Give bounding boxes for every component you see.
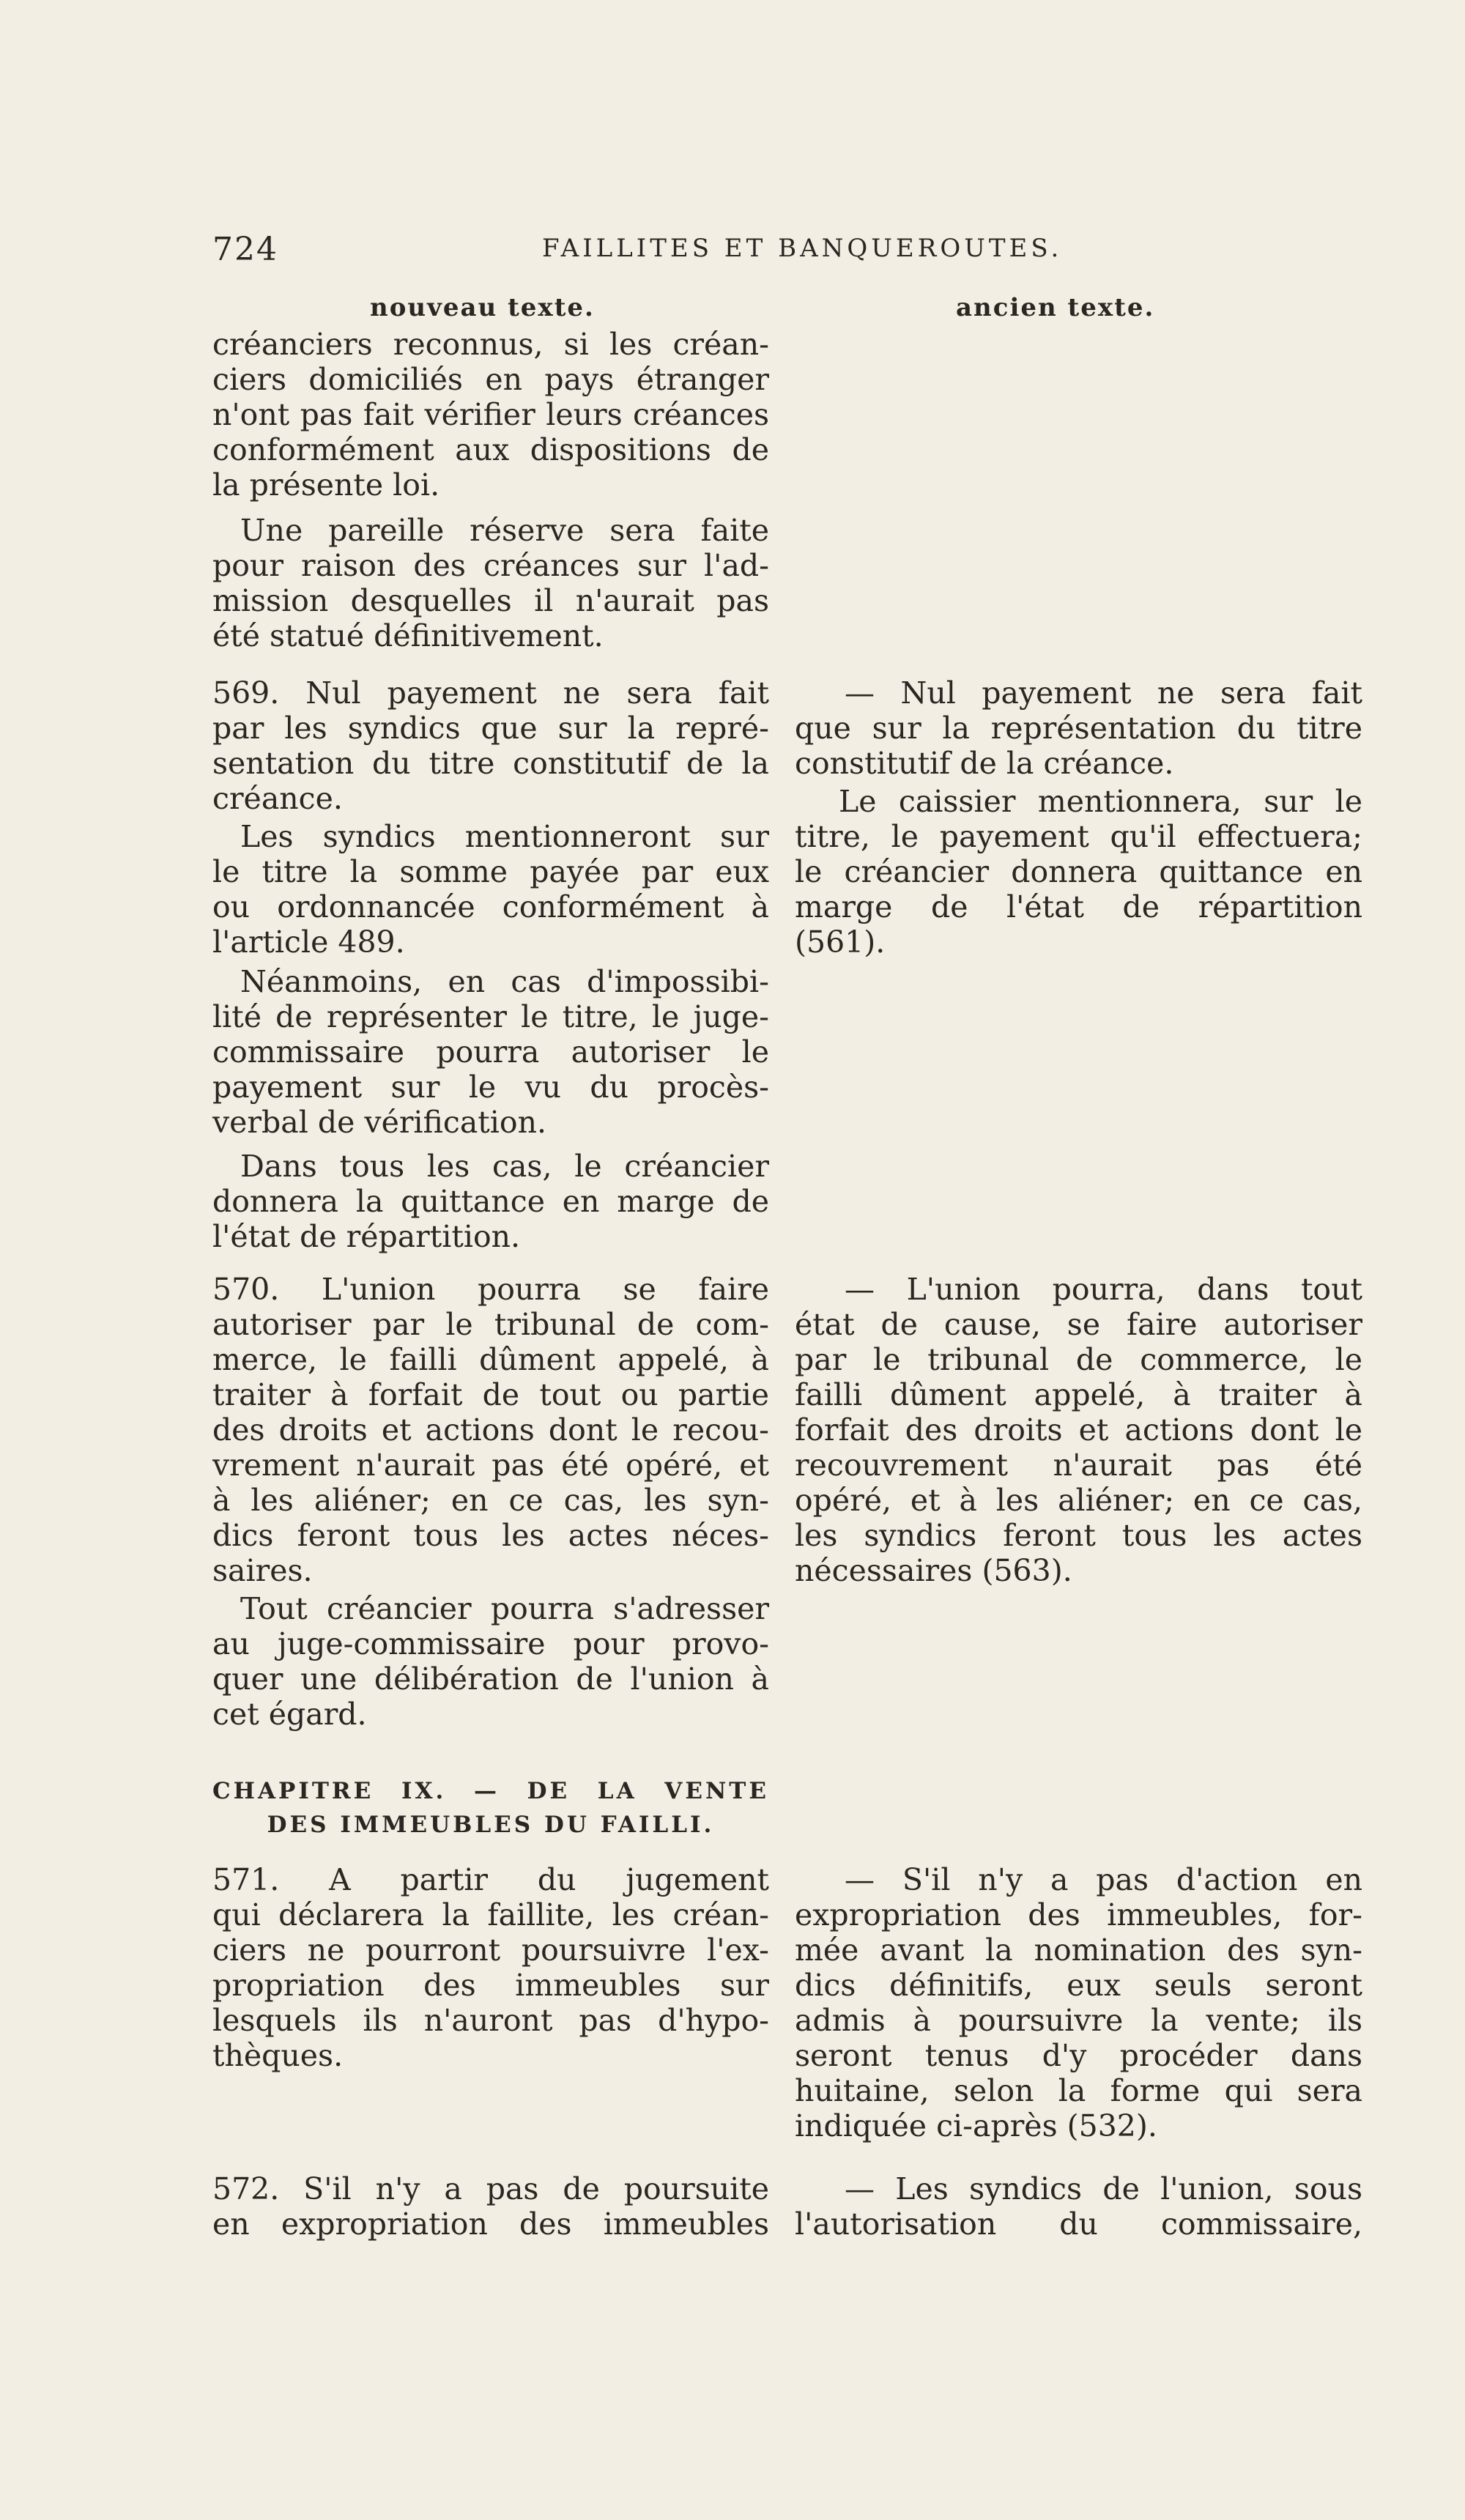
text-line: les syndics feront tous les actes	[795, 1518, 1362, 1553]
page-header	[212, 231, 1077, 275]
text-line: — Les syndics de l'union, sous	[845, 2171, 1362, 2206]
text-line: vrement n'aurait pas été opéré, et	[212, 1448, 769, 1483]
text-line: en expropriation des immeubles	[212, 2206, 769, 2242]
text-line: — S'il n'y a pas d'action en	[845, 1862, 1362, 1897]
text-line: l'état de répartition.	[212, 1219, 521, 1254]
chapter-line-1: CHAPITRE IX. — DE LA VENTE	[212, 1778, 769, 1804]
text-line: Tout créancier pourra s'adresser	[240, 1591, 769, 1626]
left-column-heading: nouveau texte.	[370, 293, 595, 322]
text-line: 571. A partir du jugement	[212, 1862, 769, 1897]
left-article-570	[212, 1272, 769, 1588]
text-line: par le tribunal de commerce, le	[795, 1342, 1362, 1377]
text-line: admis à poursuivre la vente; ils	[795, 2003, 1362, 2038]
text-line: 570. L'union pourra se faire	[212, 1272, 769, 1307]
text-line: marge de l'état de répartition	[795, 889, 1362, 924]
text-line: indiquée ci-après (532).	[795, 2108, 1157, 2143]
text-line: Une pareille réserve sera faite	[240, 513, 769, 548]
text-line: dics feront tous les actes néces-	[212, 1518, 769, 1553]
text-line: forfait des droits et actions dont le	[795, 1412, 1362, 1448]
text-line: le créancier donnera quittance en	[795, 854, 1362, 889]
chapter-heading	[212, 1774, 769, 1842]
text-line: autoriser par le tribunal de com-	[212, 1307, 769, 1342]
text-line: recouvrement n'aurait pas été	[795, 1448, 1362, 1483]
right-block-1	[795, 675, 1362, 781]
chapter-line-2: DES IMMEUBLES DU FAILLI.	[267, 1812, 715, 1838]
text-line: l'article 489.	[212, 924, 405, 960]
text-line: pour raison des créances sur l'ad-	[212, 548, 769, 583]
text-line: saires.	[212, 1553, 313, 1588]
text-line: des droits et actions dont le recou-	[212, 1412, 769, 1448]
text-line: 569. Nul payement ne sera fait	[212, 675, 769, 711]
text-line: donnera la quittance en marge de	[212, 1184, 769, 1219]
text-line: dics définitifs, eux seuls seront	[795, 1968, 1362, 2003]
text-line: constitutif de la créance.	[795, 746, 1174, 781]
text-line: créance.	[212, 781, 343, 816]
text-line: la présente loi.	[212, 467, 440, 503]
text-line: lesquels ils n'auront pas d'hypo-	[212, 2003, 769, 2038]
text-line: le titre la somme payée par eux	[212, 854, 769, 889]
left-article-572	[212, 2171, 769, 2242]
text-line: mée avant la nomination des syn-	[795, 1932, 1362, 1968]
text-line: (561).	[795, 924, 886, 960]
right-block-2	[795, 784, 1362, 960]
text-line: cet égard.	[212, 1697, 367, 1732]
text-line: Les syndics mentionneront sur	[240, 819, 769, 854]
text-line: thèques.	[212, 2038, 344, 2073]
left-block-2	[212, 513, 769, 653]
text-line: n'ont pas fait vérifier leurs créances	[212, 397, 769, 432]
right-column-heading: ancien texte.	[956, 293, 1155, 322]
right-block-3	[795, 1272, 1362, 1588]
running-title: FAILLITES ET BANQUEROUTES.	[542, 234, 1063, 263]
right-block-5	[795, 2171, 1362, 2242]
text-line: Le caissier mentionnera, sur le	[839, 784, 1362, 819]
text-line: que sur la représentation du titre	[795, 711, 1362, 746]
text-line: verbal de vérification.	[212, 1105, 547, 1140]
text-line: titre, le payement qu'il effectuera;	[795, 819, 1362, 854]
left-article-571	[212, 1862, 769, 2073]
text-line: seront tenus d'y procéder dans	[795, 2038, 1362, 2073]
left-block-1	[212, 327, 769, 503]
left-block-6	[212, 1149, 769, 1254]
text-line: propriation des immeubles sur	[212, 1968, 769, 2003]
right-block-4	[795, 1862, 1362, 2143]
text-line: à les aliéner; en ce cas, les syn-	[212, 1483, 769, 1518]
text-line: 572. S'il n'y a pas de poursuite	[212, 2171, 769, 2206]
text-line: expropriation des immeubles, for-	[795, 1897, 1362, 1932]
text-line: mission desquelles il n'aurait pas	[212, 583, 769, 618]
text-line: au juge-commissaire pour provo-	[212, 1626, 769, 1661]
text-line: Dans tous les cas, le créancier	[240, 1149, 769, 1184]
text-line: été statué définitivement.	[212, 618, 604, 653]
text-line: état de cause, se faire autoriser	[795, 1307, 1362, 1342]
text-line: failli dûment appelé, à traiter à	[795, 1377, 1362, 1412]
text-line: — L'union pourra, dans tout	[845, 1272, 1362, 1307]
text-line: payement sur le vu du procès-	[212, 1070, 769, 1105]
text-line: l'autorisation du commissaire,	[795, 2206, 1362, 2242]
left-block-4	[212, 819, 769, 960]
text-line: Néanmoins, en cas d'impossibi-	[240, 964, 769, 999]
text-line: ciers domiciliés en pays étranger	[212, 362, 769, 397]
text-line: créanciers reconnus, si les créan-	[212, 327, 769, 362]
text-line: par les syndics que sur la repré-	[212, 711, 769, 746]
left-article-569	[212, 675, 769, 816]
text-line: commissaire pourra autoriser le	[212, 1034, 769, 1070]
left-block-5	[212, 964, 769, 1140]
text-line: opéré, et à les aliéner; en ce cas,	[795, 1483, 1362, 1518]
text-line: huitaine, selon la forme qui sera	[795, 2073, 1362, 2108]
text-line: merce, le failli dûment appelé, à	[212, 1342, 769, 1377]
text-line: ciers ne pourront poursuivre l'ex-	[212, 1932, 769, 1968]
text-line: traiter à forfait de tout ou partie	[212, 1377, 769, 1412]
left-block-8	[212, 1591, 769, 1732]
text-line: conformément aux dispositions de	[212, 432, 769, 467]
text-line: qui déclarera la faillite, les créan-	[212, 1897, 769, 1932]
text-line: sentation du titre constitutif de la	[212, 746, 769, 781]
text-line: ou ordonnancée conformément à	[212, 889, 769, 924]
text-line: — Nul payement ne sera fait	[845, 675, 1362, 711]
text-line: nécessaires (563).	[795, 1553, 1072, 1588]
text-line: quer une délibération de l'union à	[212, 1661, 769, 1697]
text-line: lité de représenter le titre, le juge-	[212, 999, 769, 1034]
page-number: 724	[212, 231, 278, 268]
